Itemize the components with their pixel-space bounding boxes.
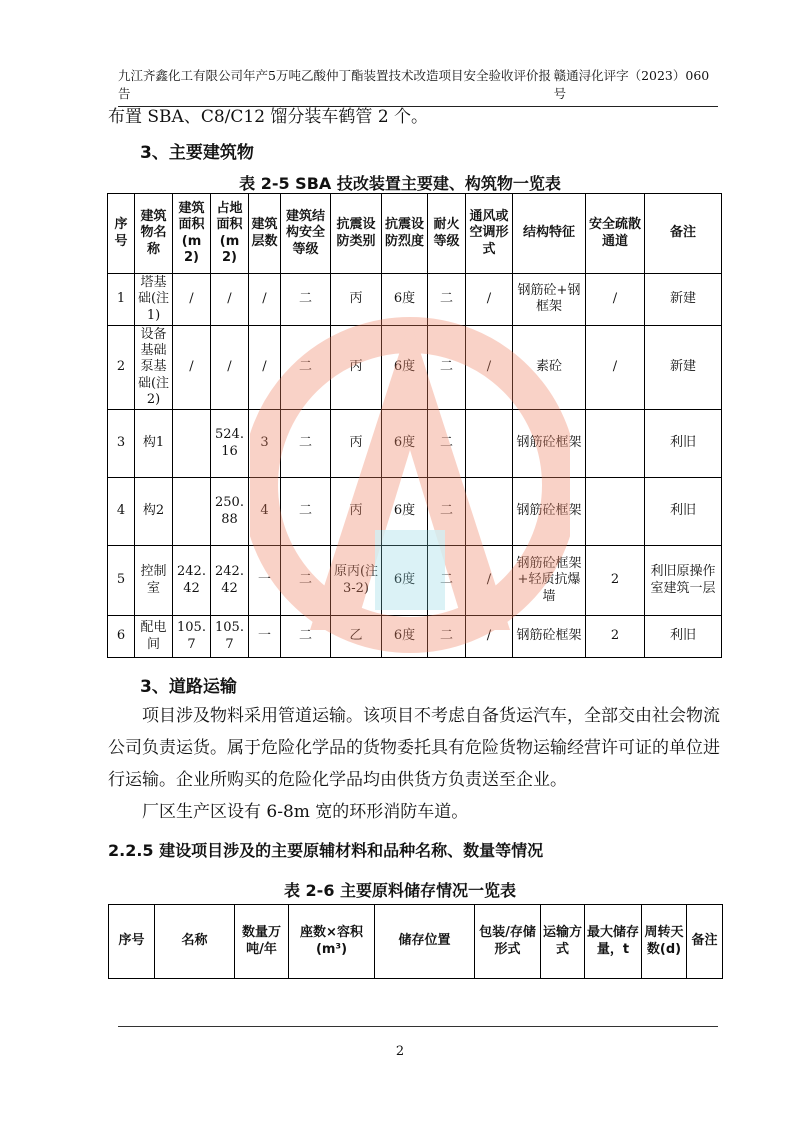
- table1-cell: /: [466, 616, 513, 658]
- table1-cell: /: [249, 325, 281, 409]
- table2-header: 运输方式: [541, 905, 585, 979]
- table1-cell: 二: [281, 546, 331, 616]
- table1-header: 建筑面积(m2): [173, 194, 211, 274]
- table1-cell: 配电间: [135, 616, 173, 658]
- table1-cell: 构1: [135, 410, 173, 478]
- table2-header: 最大储存量，t: [585, 905, 642, 979]
- table1-cell: 250.88: [211, 478, 249, 546]
- table1-cell: /: [466, 325, 513, 409]
- table1-cell: 一: [249, 546, 281, 616]
- table2-caption: 表 2-6 主要原料储存情况一览表: [283, 881, 517, 900]
- table1-cell: 6度: [382, 616, 428, 658]
- table1-caption: 表 2-5 SBA 技改装置主要建、构筑物一览表: [239, 174, 561, 193]
- table1-cell: 2: [108, 325, 135, 409]
- table2-header: 周转天数(d): [642, 905, 687, 979]
- table1-header: 占地面积(m2): [211, 194, 249, 274]
- table1-cell: 242.42: [211, 546, 249, 616]
- table1-cell: 二: [281, 325, 331, 409]
- table1-row: [108, 410, 722, 478]
- table1-cell: [173, 478, 211, 546]
- table1-cell: 4: [249, 478, 281, 546]
- table1-header: 序号: [108, 194, 135, 274]
- table1-cell: /: [249, 274, 281, 326]
- table1-cell: 设备基础泵基础(注2): [135, 325, 173, 409]
- table2-header-row: [109, 905, 723, 979]
- table1-cell: 二: [428, 410, 466, 478]
- page-header: [118, 66, 718, 107]
- table1-cell: 二: [428, 478, 466, 546]
- table1-cell: 素砼: [513, 325, 586, 409]
- table1-row: [108, 274, 722, 326]
- table1-cell: [466, 410, 513, 478]
- table1-cell: 丙: [331, 325, 382, 409]
- table1-cell: 3: [108, 410, 135, 478]
- table1-cell: /: [211, 325, 249, 409]
- header-report-no: 赣通浔化评字（2023）060号: [553, 68, 710, 101]
- page-number: 2: [395, 1044, 405, 1059]
- table1-cell: 利旧: [645, 478, 722, 546]
- table1-row: [108, 478, 722, 546]
- table1-cell: [466, 478, 513, 546]
- table1-header: 建筑结构安全等级: [281, 194, 331, 274]
- table1-cell: 原丙(注3-2): [331, 546, 382, 616]
- header-title: 九江齐鑫化工有限公司年产5万吨乙酸仲丁酯装置技术改造项目安全验收评价报告: [118, 68, 551, 101]
- table1-cell: 二: [281, 274, 331, 326]
- table1-cell: 二: [281, 410, 331, 478]
- table1-header-row: [108, 194, 722, 274]
- table1-cell: 6度: [382, 546, 428, 616]
- roads-paragraph: 项目涉及物料采用管道运输。该项目不考虑自备货运汽车，全部交由社会物流公司负责运货。属于危险化学品的货物委托具有危险货物运输经营许可证的单位进行运输。企业所购买的危险化学品均由供货方负责送至企业。: [108, 706, 720, 790]
- table1-cell: 丙: [331, 274, 382, 326]
- footer-divider: [118, 1026, 718, 1027]
- section-buildings-heading: 3、主要建筑物: [140, 143, 254, 163]
- table1-cell: /: [466, 546, 513, 616]
- table1-cell: 105.7: [211, 616, 249, 658]
- table1-cell: 丙: [331, 410, 382, 478]
- table1-cell: 利旧: [645, 616, 722, 658]
- table1-cell: 钢筋砼框架: [513, 478, 586, 546]
- table2-header: 序号: [109, 905, 155, 979]
- table1-cell: 6度: [382, 410, 428, 478]
- table1-cell: 控制室: [135, 546, 173, 616]
- table1-cell: [586, 478, 645, 546]
- table1-header: 建筑物名称: [135, 194, 173, 274]
- fire-lane-paragraph: 厂区生产区设有 6-8m 宽的环形消防车道。: [142, 802, 469, 822]
- table1-cell: /: [173, 325, 211, 409]
- table1-cell: 乙: [331, 616, 382, 658]
- table2-header: 座数×容积(m³): [289, 905, 375, 979]
- table1-cell: 2: [586, 546, 645, 616]
- table1-cell: 6度: [382, 325, 428, 409]
- table1-row: [108, 546, 722, 616]
- table1-cell: 1: [108, 274, 135, 326]
- table1-cell: 6: [108, 616, 135, 658]
- table1-cell: 2: [586, 616, 645, 658]
- table1-cell: 5: [108, 546, 135, 616]
- table1-cell: 二: [281, 478, 331, 546]
- table1-cell: /: [586, 325, 645, 409]
- table1-cell: 钢筋砼框架: [513, 616, 586, 658]
- table1-cell: 新建: [645, 325, 722, 409]
- table1-cell: 6度: [382, 274, 428, 326]
- table1-cell: 二: [428, 325, 466, 409]
- table1-header: 抗震设防烈度: [382, 194, 428, 274]
- table2-header: 数量万吨/年: [235, 905, 289, 979]
- table2-header: 名称: [155, 905, 235, 979]
- table1-cell: /: [586, 274, 645, 326]
- table1-cell: 丙: [331, 478, 382, 546]
- table1-cell: 钢筋砼框架+轻质抗爆墙: [513, 546, 586, 616]
- table1-cell: 105.7: [173, 616, 211, 658]
- table1-cell: 二: [428, 546, 466, 616]
- table1-cell: /: [466, 274, 513, 326]
- table1-cell: [173, 410, 211, 478]
- table1-header: 通风或空调形式: [466, 194, 513, 274]
- table1-cell: 二: [428, 616, 466, 658]
- table2-header: 备注: [687, 905, 723, 979]
- table1-cell: 钢筋砼框架: [513, 410, 586, 478]
- table1-cell: 6度: [382, 478, 428, 546]
- table1-cell: 4: [108, 478, 135, 546]
- table2-header: 储存位置: [375, 905, 475, 979]
- table1-cell: 钢筋砼+钢框架: [513, 274, 586, 326]
- table1-cell: [586, 410, 645, 478]
- table1-cell: 524.16: [211, 410, 249, 478]
- table1-cell: 利旧: [645, 410, 722, 478]
- section-roads-heading: 3、道路运输: [140, 677, 237, 697]
- table1-cell: /: [211, 274, 249, 326]
- table1-header: 抗震设防类别: [331, 194, 382, 274]
- table1-row: [108, 325, 722, 409]
- intro-line: 布置 SBA、C8/C12 馏分装车鹤管 2 个。: [108, 107, 429, 127]
- table1-header: 建筑层数: [249, 194, 281, 274]
- table2-header: 包装/存储形式: [475, 905, 541, 979]
- table1-header: 结构特征: [513, 194, 586, 274]
- section-materials-heading: 2.2.5 建设项目涉及的主要原辅材料和品种名称、数量等情况: [108, 841, 544, 860]
- table1-cell: 二: [281, 616, 331, 658]
- table1-cell: 新建: [645, 274, 722, 326]
- table1-cell: 利旧原操作室建筑一层: [645, 546, 722, 616]
- table1-cell: 一: [249, 616, 281, 658]
- table1-header: 备注: [645, 194, 722, 274]
- table1-cell: 二: [428, 274, 466, 326]
- table1-cell: 242.42: [173, 546, 211, 616]
- table1-cell: /: [173, 274, 211, 326]
- materials-table: [108, 904, 723, 979]
- table1-row: [108, 616, 722, 658]
- table1-header: 安全疏散通道: [586, 194, 645, 274]
- table1-header: 耐火等级: [428, 194, 466, 274]
- table1-cell: 3: [249, 410, 281, 478]
- buildings-table: [107, 193, 722, 658]
- table1-cell: 构2: [135, 478, 173, 546]
- table1-cell: 塔基础(注1): [135, 274, 173, 326]
